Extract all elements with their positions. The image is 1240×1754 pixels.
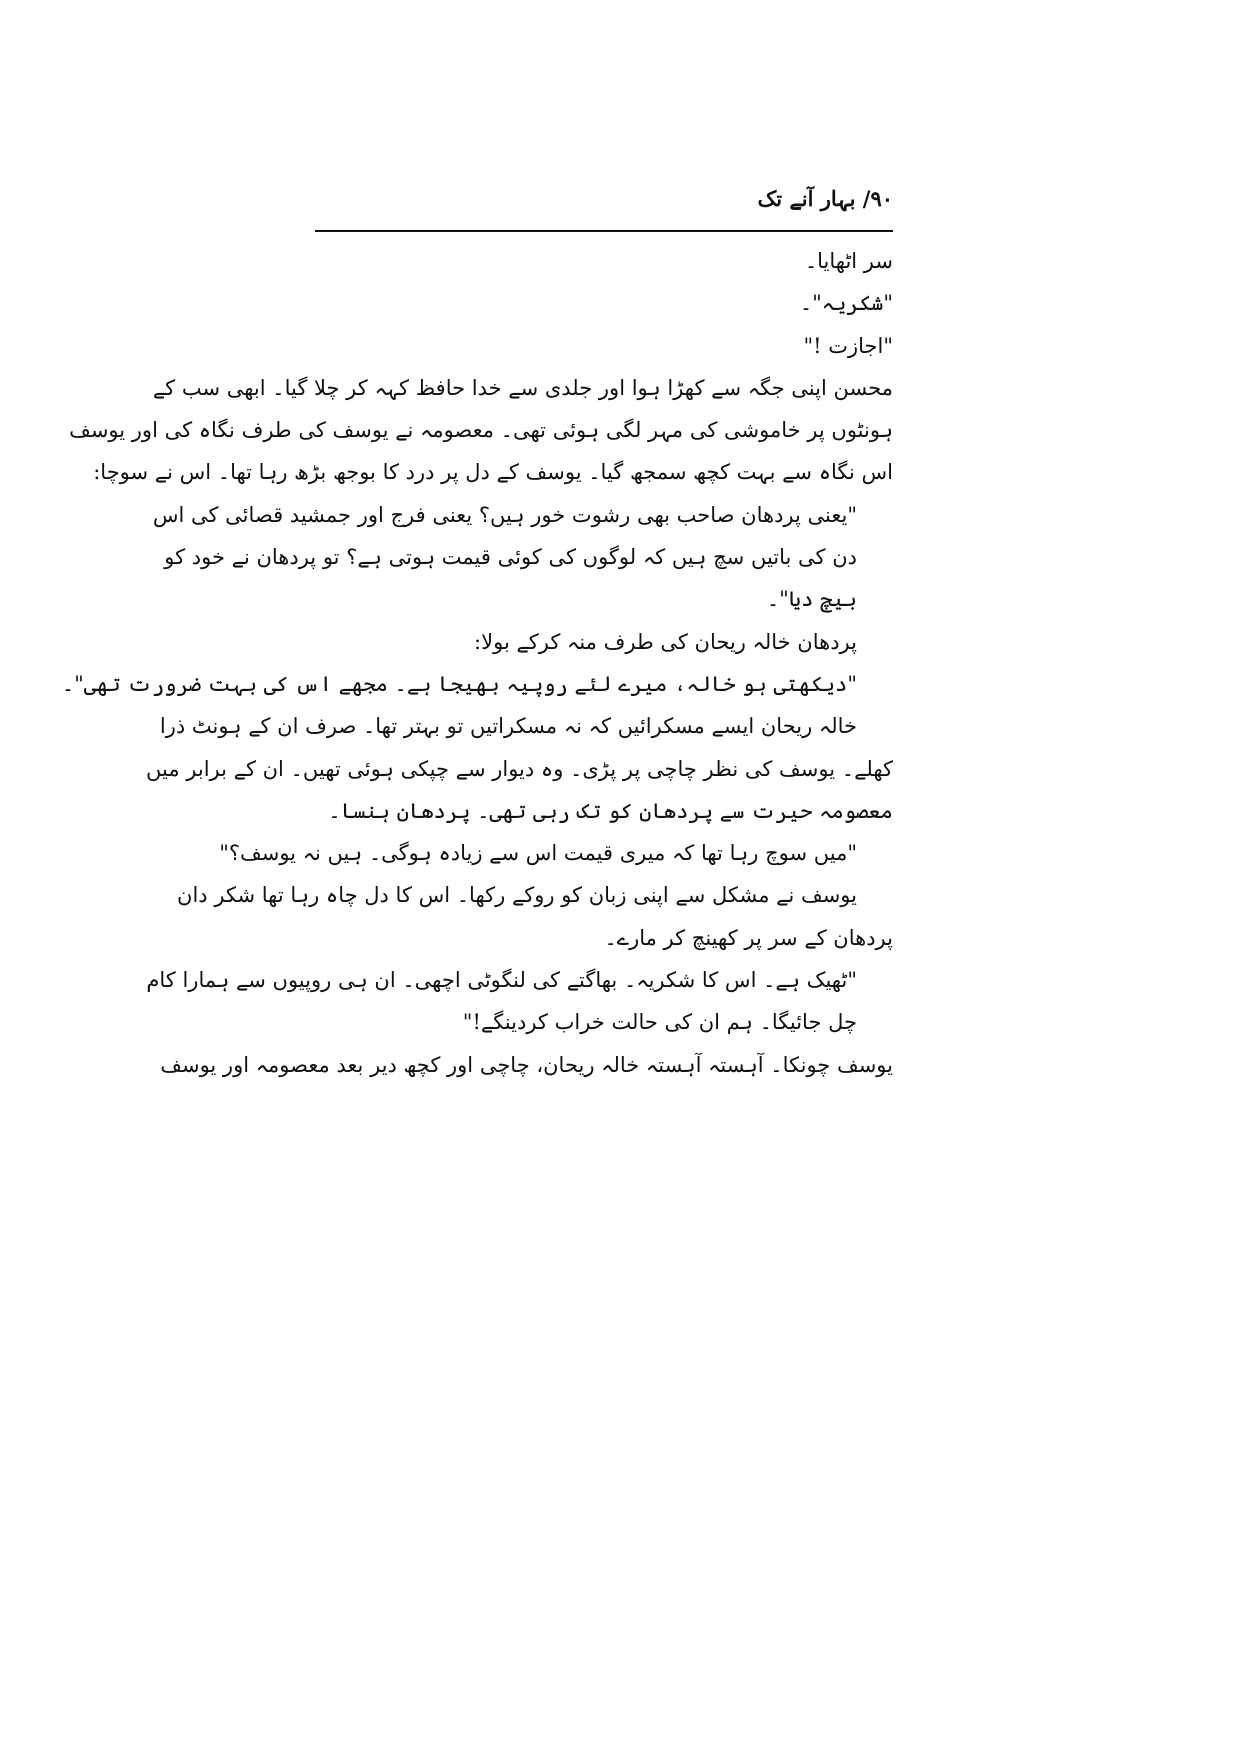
text-line: محسن اپنی جگہ سے کھڑا ہوا اور جلدی سے خدا حافظ کہہ کر چلا گیا۔ ابھی سب کے: [152, 375, 893, 400]
text-line: یوسف نے مشکل سے اپنی زبان کو روکے رکھا۔ اس کا دل چاہ رہا تھا شکر دان: [177, 883, 857, 908]
page-header: [315, 176, 893, 232]
text-line: پردھان کے سر پر کھینچ کر مارے۔: [604, 925, 893, 950]
text-line: بیچ دیا"۔: [766, 587, 857, 612]
text-line: "میں سوچ رہا تھا کہ میری قیمت اس سے زیادہ ہوگی۔ ہیں نہ یوسف؟": [219, 841, 857, 866]
text-line: پردھان خالہ ریحان کی طرف منہ کرکے بولا:: [474, 629, 857, 654]
text-line: سر اٹھایا۔: [804, 249, 893, 273]
text-line: "یعنی پردھان صاحب بھی رشوت خور ہیں؟ یعنی فرج اور جمشید قصائی کی اس: [152, 502, 857, 527]
text-line: ہونٹوں پر خاموشی کی مہر لگی ہوئی تھی۔ معصومہ نے یوسف کی طرف نگاہ کی اور یوسف: [69, 418, 893, 443]
text-line: "ٹھیک ہے۔ اس کا شکریہ۔ بھاگتے کی لنگوٹی اچھی۔ ان ہی روپیوں سے ہمارا کام: [146, 968, 857, 993]
body-text: [61, 240, 893, 1086]
running-head: ۹۰/ بہار آنے تک: [757, 186, 893, 211]
text-line: دن کی باتیں سچ ہیں کہ لوگوں کی کوئی قیمت ہوتی ہے؟ تو پردھان نے خود کو: [164, 545, 857, 570]
text-line: معصومہ حیرت سے پردھان کو تک رہی تھی۔ پردھان ہنسا۔: [328, 798, 893, 823]
text-line: "دیکھتی ہو خالہ، میرے لئے روپیہ بھیجا ہے۔ مجھے اس کی بہت ضرورت تھی"۔: [61, 671, 857, 696]
header-rule: [315, 230, 893, 232]
text-line: یوسف چونکا۔ آہستہ آہستہ خالہ ریحان، چاچی اور کچھ دیر بعد معصومہ اور یوسف: [160, 1052, 893, 1077]
text-line: اس نگاہ سے بہت کچھ سمجھ گیا۔ یوسف کے دل پر درد کا بوجھ بڑھ رہا تھا۔ اس نے سوچا:: [93, 460, 893, 485]
text-line: "شکریہ"۔: [799, 291, 893, 316]
text-line: خالہ ریحان ایسے مسکرائیں کہ نہ مسکراتیں تو بہتر تھا۔ صرف ان کے ہونٹ ذرا: [159, 714, 857, 739]
text-line: چل جائیگا۔ ہم ان کی حالت خراب کردینگے!": [462, 1010, 857, 1035]
text-line: کھلے۔ یوسف کی نظر چاچی پر پڑی۔ وہ دیوار سے چپکی ہوئی تھیں۔ ان کے برابر میں: [146, 756, 893, 781]
text-line: "اجازت !": [803, 333, 893, 358]
